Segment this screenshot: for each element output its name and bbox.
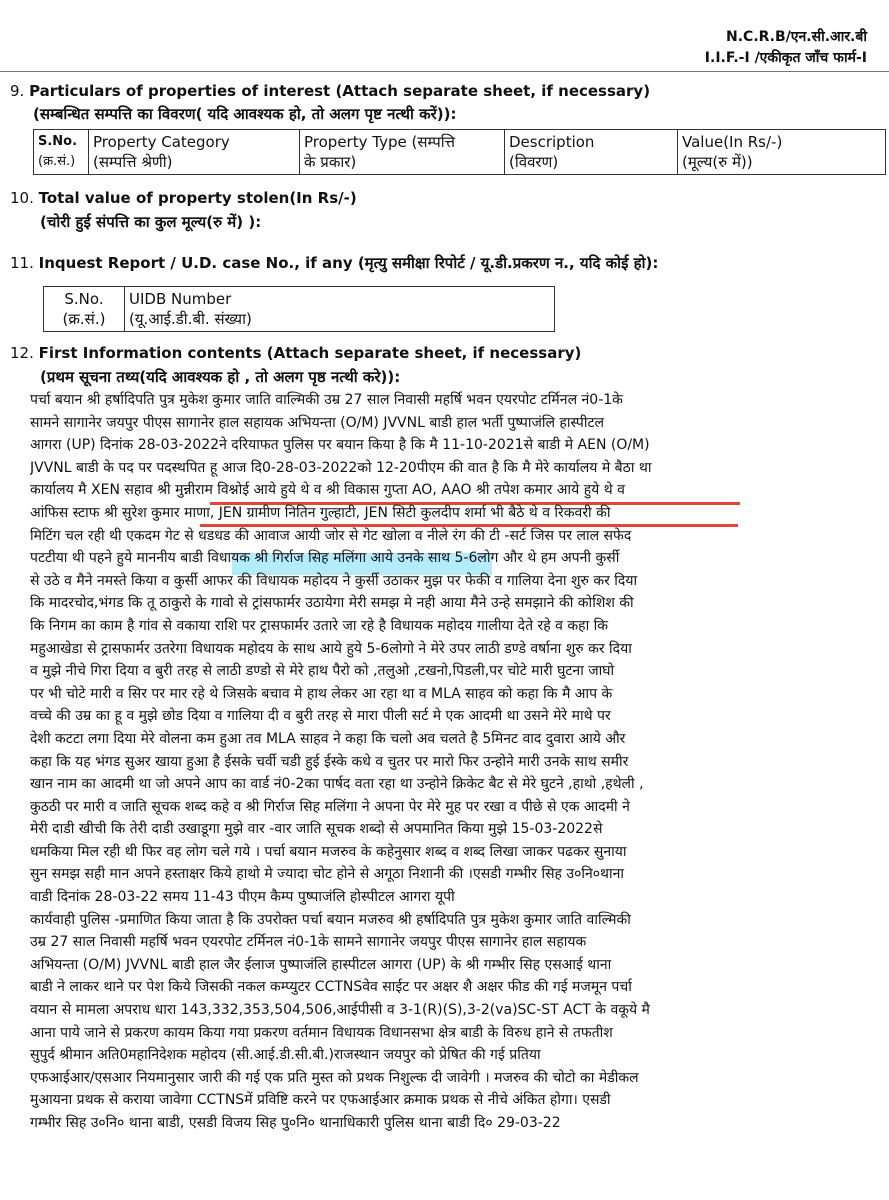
form-header-iif: I.I.F.-I /एकीकृत जाँच फार्म-I [704, 50, 867, 66]
fir-line: देशी कटटा लगा दिया मेरे वोलना कम हुआ तव MLA साहव ने कहा कि चलो अव चलते है 5मिनट वाद दुवारा आये और [30, 730, 626, 747]
section-12-subtitle: (प्रथम सूचना तथ्य(यदि आवश्यक हो , तो अलग पृष्ठ नत्थी करे)): [40, 368, 401, 386]
fir-line: कि मादरचोद,भंगड कि तू ठाकुरो के गावो से ट्रांसफार्मर उठायेगा मेरी समझ मे नही आया मैने उन्हे समझाने की कोशिश की [30, 595, 634, 612]
col-value-hi: (मूल्य(रु में)) [682, 153, 753, 171]
fir-line: कार्यालय मै XEN सहाव श्री मुन्नीराम विश्नोई आये हुये थे व श्री विकास गुप्ता AO, AAO श्री तपेश कमार आये हुये थे व [30, 482, 625, 499]
fir-line: मुआयना प्रथक से कराया जावेगा CCTNSमें प्रविष्टि करने पर एफआईआर क्रमाक प्रथक से नीचे अंकित होगा। एसडी [30, 1092, 611, 1109]
section-10-heading [10, 189, 357, 207]
col-property-type-en: Property Type (सम्पत्ति [304, 133, 456, 151]
fir-line: सुन समझ सही मान अपने हस्ताक्षर किये हाथो मे ज्यादा चोट होने से अगूठा निशानी की ।एसडी गम्भीर सिह उ०नि०थाना [30, 866, 625, 883]
section-10-number: 10. [10, 189, 34, 207]
section-12-number: 12. [10, 344, 34, 362]
fir-line: कुठठी पर मारी व जाति सूचक शब्द कहे व श्री गिर्राज सिह मलिंगा ने अपना पेर मेरे मुह पर रखा व पीछे से एक आदमी ने [30, 798, 630, 815]
col-property-category [89, 130, 300, 175]
uidb-col-number-en: UIDB Number [129, 290, 232, 308]
fir-line: कार्यवाही पुलिस -प्रमाणित किया जाता है कि उपरोक्त पर्चा बयान मजरुव श्री हर्षादिपति पुत्र मुकेश कुमार जाति वाल्मिकी [30, 911, 631, 928]
fir-line: कि निगम का काम है गांव से वकाया राशि पर ट्रासफार्मर उतारे जा रहे है विधायक महोदय गालीया देते रहे व कहा कि [30, 617, 609, 634]
section-10-title: Total value of property stolen(In Rs/-) [38, 189, 357, 207]
uidb-col-sno-hi: (क्र.सं.) [62, 310, 106, 328]
fir-line: व मुझे नीचे गिरा दिया व बुरी तरह से लाठी डण्डो से मेरे हाथ पैरो को ,तलुओ ,टखनो,पिडली,पर चोटे मारी घुटना जाघो [30, 663, 615, 680]
col-property-category-hi: (सम्पत्ति श्रेणी) [93, 153, 173, 171]
fir-line: आगरा (UP) दिनांक 28-03-2022ने दरियाफत पुलिस पर बयान किया है कि मै 11-10-2021से बाडी मे AEN (O/M) [30, 437, 650, 454]
fir-line: महुआखेडा से ट्रासफार्मर उतरेगा विधायक महोदय के साथ आये हुये 5-6लोगो ने मेरे उपर लाठी डण्डे वर्षाना शुरु कर दिया [30, 640, 632, 657]
section-12-heading [10, 344, 581, 362]
uidb-table-header-row [44, 287, 555, 332]
fir-line: उम्र 27 साल निवासी महर्षि भवन एयरपोट टर्मिनल नं0-1के सामने सागानेर जयपुर पीएस सागानेर हाल सहायक [30, 934, 587, 951]
col-sno [34, 130, 89, 175]
section-11-heading [10, 253, 658, 273]
col-description-en: Description [509, 133, 595, 151]
fir-line: पर्चा बयान श्री हर्षादिपति पुत्र मुकेश कुमार जाति वाल्मिकी उम्र 27 साल निवासी महर्षि भवन एयरपोट टर्मिनल नं0-1के [30, 392, 623, 408]
fir-line: से उठे व मैने नमस्ते किया व कुर्सी आफर की विधायक महोदय ने कुर्सी उठाकर मुझ पर फेकी व गालिया देना शुरु कर दिया [30, 572, 638, 589]
section-9-heading [10, 82, 650, 100]
col-value-en: Value(In Rs/-) [682, 133, 783, 151]
fir-line: पर भी चोटे मारी व सिर पर मार रहे थे जिसके बचाव मे हाथ लेकर आ रहा था व MLA साहव को कहा कि मै आप के [30, 685, 613, 702]
section-9-number: 9. [10, 82, 25, 100]
header-divider [0, 71, 889, 72]
fir-line: मेरी दाडी खीची कि तेरी दाडी उखाडूगा मुझे वार -वार जाति सूचक शब्दो से अपमानित किया मुझे 15-03-2022से [30, 821, 603, 838]
fir-line: गम्भीर सिह उ०नि० थाना बाडी, एसडी विजय सिह पु०नि० थानाधिकारी पुलिस थाना बाडी दि० 29-03-22 [30, 1115, 561, 1131]
uidb-col-sno-en: S.No. [64, 290, 104, 308]
uidb-table [43, 286, 555, 332]
section-9-title: Particulars of properties of interest (Attach separate sheet, if necessary) [29, 82, 651, 100]
property-table [33, 129, 886, 175]
fir-line: कहा कि यह भंगड सुअर खाया हुआ है ईसके चर्वी चडी हुई ईस्के कधे व चुतर पर मारो फिर उन्होने मारी उनके साथ समीर [30, 753, 629, 770]
fir-line: सामने सागानेर जयपुर पीएस सागानेर हाल सहायक अभियन्ता (O/M) JVVNL बाडी हाल भर्ती पुष्पाजंलि हास्पीटल [30, 414, 605, 431]
fir-line: आना पाये जाने से प्रकरण कायम किया गया प्रकरण वर्तमान विधायक विधानसभा क्षेत्र बाडी के विरुध हाने से तफतीश [30, 1024, 613, 1041]
section-12-title: First Information contents (Attach separate sheet, if necessary) [38, 344, 582, 362]
section-10-subtitle: (चोरी हुई संपत्ति का कुल मूल्य(रु में) ): [40, 213, 262, 231]
col-value [678, 130, 886, 175]
fir-line: पटटीया थी पहने हुये माननीय बाडी विधायक श्री गिर्राज सिह मलिंगा आये उनके साथ 5-6लोग और थे हम अपनी कुर्सी [30, 550, 620, 567]
uidb-col-number [125, 287, 555, 332]
fir-line: वाडी दिनांक 28-03-22 समय 11-43 पीएम कैम्प पुष्पाजंलि होस्पीटल आगरा यूपी [30, 889, 455, 906]
fir-line: वयान से मामला अपराध धारा 143,332,353,504,506,आईपीसी व 3-1(R)(S),3-2(va)SC-ST ACT के वकूये मै [30, 1002, 650, 1019]
col-sno-hi: (क्र.सं.) [38, 154, 76, 169]
fir-line: JVVNL बाडी के पद पर पदस्थपित हू आज दि0-28-03-2022को 12-20पीएम की वात है कि मै मेरे कार्यालय मे बैठा था [30, 459, 652, 476]
col-property-category-en: Property Category [93, 133, 230, 151]
property-table-header-row [34, 130, 886, 175]
col-property-type [300, 130, 505, 175]
section-11-title: Inquest Report / U.D. case No., if any (मृत्यु समीक्षा रिपोर्ट / यू.डी.प्रकरण न., यदि कोई हो): [38, 254, 659, 272]
section-9-subtitle: (सम्बन्धित सम्पत्ति का विवरण( यदि आवश्यक हो, तो अलग पृष्ट नत्थी करें)): [33, 105, 457, 123]
uidb-col-number-hi: (यू.आई.डी.बी. संख्या) [129, 310, 252, 328]
fir-line: सुपुर्द श्रीमान अति0महानिदेशक महोदय (सी.आई.डी.सी.बी.)राजस्थान जयपुर को प्रेषित की गई प्रतिया [30, 1047, 541, 1064]
uidb-col-sno [44, 287, 125, 332]
fir-line: मिटिंग चल रही थी एकदम गेट से धडधड की आवाज आयी जोर से गेट खोला व नीले रंग की टी -सर्ट जिस पर लाल सफेद [30, 527, 632, 544]
form-header-ncrb: N.C.R.B/एन.सी.आर.बी [726, 29, 867, 45]
col-sno-en: S.No. [38, 134, 78, 149]
fir-line: बाडी ने लाकर थाने पर पेश किये जिसकी नकल कम्प्युटर CCTNSवेव साईट पर अक्षर शै अक्षर फीड की गई मजमून पर्चा [30, 979, 632, 996]
fir-line: धमकिया मिल रही थी फिर वह लोग चले गये । पर्चा बयान मजरुव के कहेनुसार शब्द व शब्द लिखा जाकर पढकर सुनाया [30, 843, 627, 860]
section-11-number: 11. [10, 254, 34, 272]
col-description [505, 130, 678, 175]
col-property-type-hi: के प्रकार) [304, 153, 357, 171]
fir-line: अभियन्ता (O/M) JVVNL बाडी हाल जैर ईलाज पुष्पाजंलि हास्पीटल आगरा (UP) के श्री गम्भीर सिह एसआई थाना [30, 956, 612, 973]
fir-line: आंफिस स्टाफ श्री सुरेश कुमार माणा, JEN ग्रामीण नितिन गुल्हाटी, JEN सिटी कुलदीप शर्मा भी बैठे थे व रिकवरी की [30, 504, 611, 521]
fir-line: एफआईआर/एसआर नियमानुसार जारी की गई एक प्रति मुस्त को प्रथक निशुल्क दी जावेगी । मजरुव की चोटो का मेडीकल [30, 1069, 639, 1086]
fir-line: वच्चे की उम्र का हू व मुझे छोड दिया व गालिया दी व बुरी तरह से मारा पीली सर्ट मे एक आदमी था उसने मेरे माथे पर [30, 708, 611, 725]
col-description-hi: (विवरण) [509, 153, 559, 171]
fir-line: खान नाम का आदमी था जो अपने आप का वार्ड नं0-2का पार्षद वता रहा था उन्होने क्रिकेट बैट से मेरे घुटने ,हाथो ,हथेली , [30, 776, 644, 793]
fir-contents [30, 389, 868, 1135]
